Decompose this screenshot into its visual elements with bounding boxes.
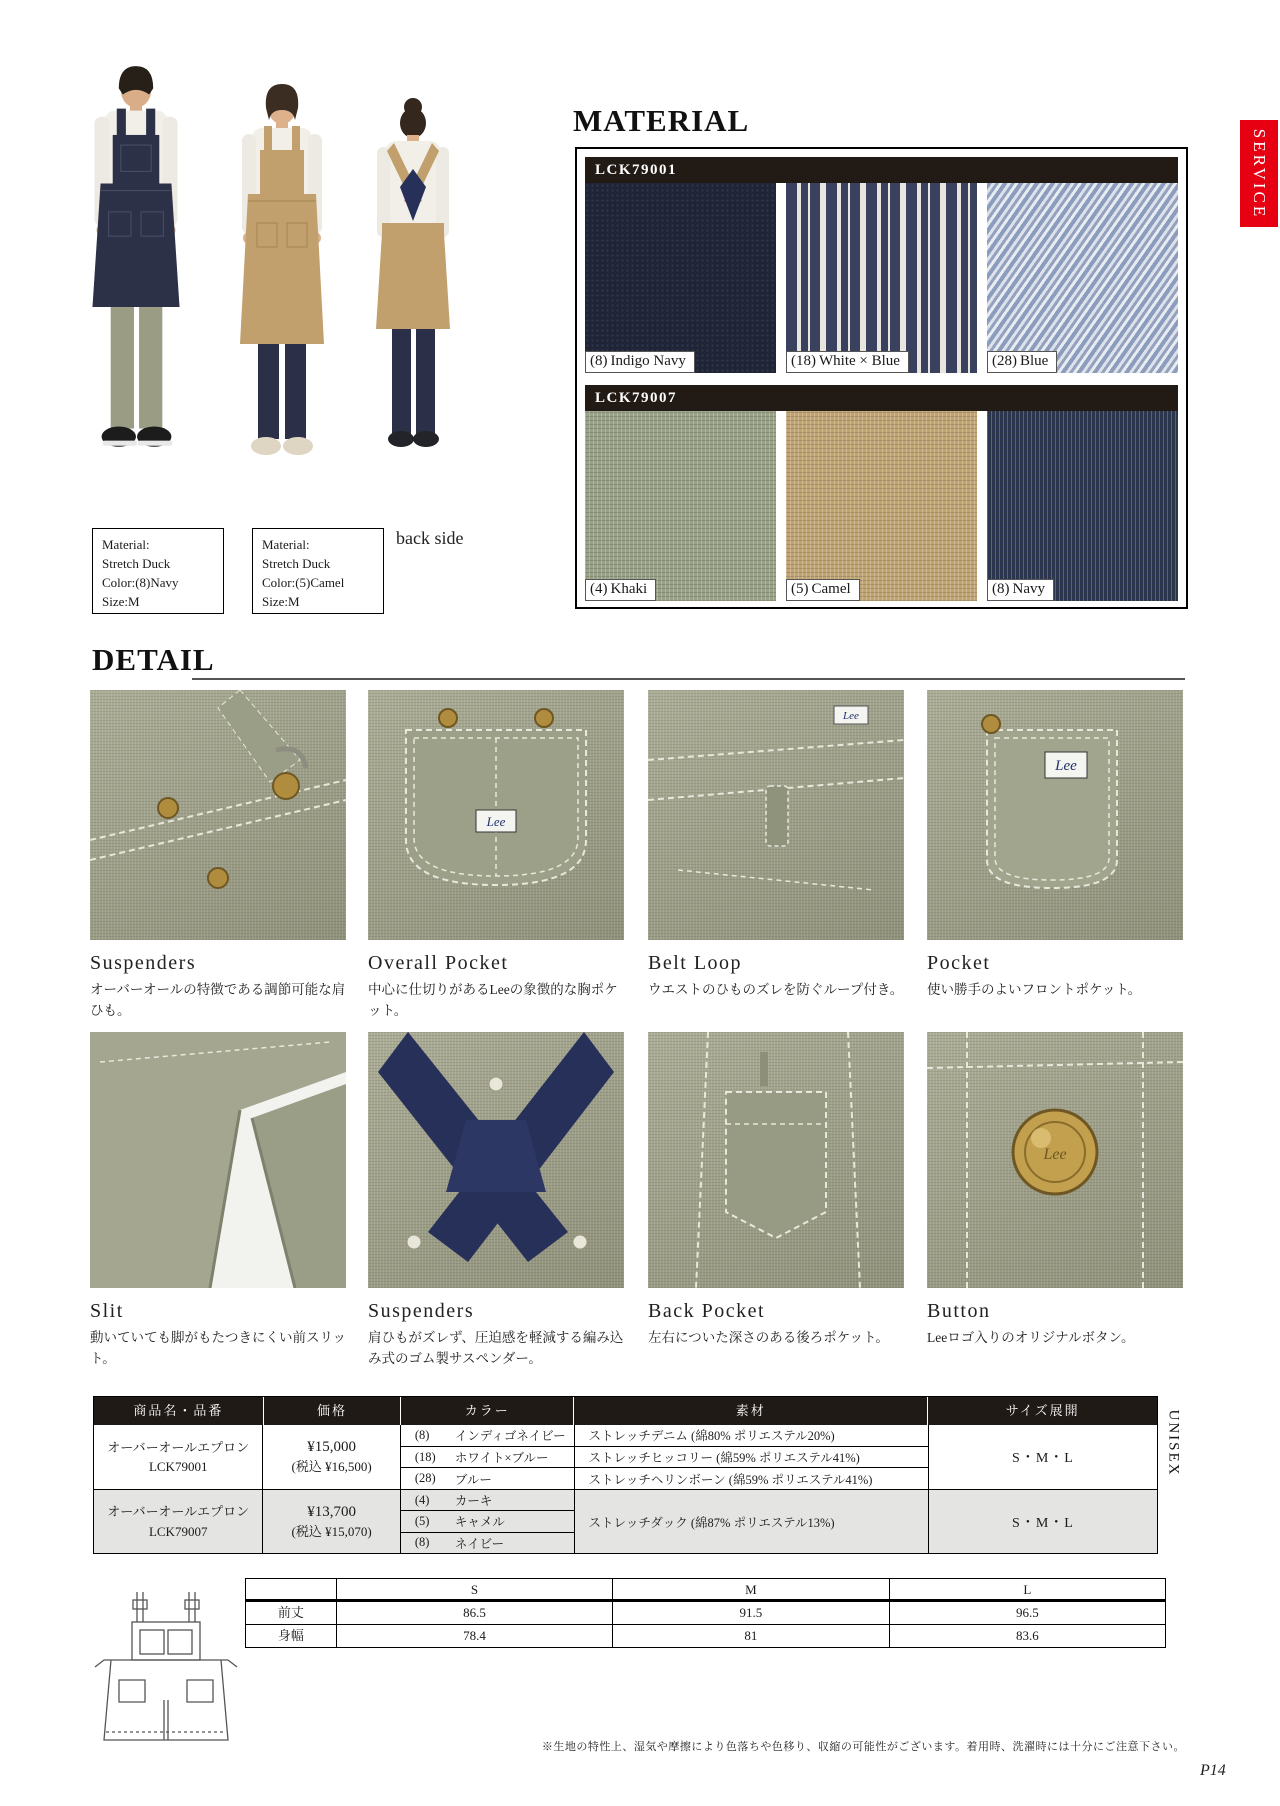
detail-section-title: DETAIL (92, 642, 215, 677)
model-photo-front-camel (212, 78, 352, 470)
color-name: カーキ (454, 1494, 493, 1509)
detail-item-suspenders (90, 690, 346, 1022)
svg-text:Lee: Lee (843, 710, 859, 722)
detail-title-text: Button (927, 1300, 991, 1322)
detail-desc-text: 肩ひもがズレず、圧迫感を軽減する編み込み式のゴム製サスペンダー。 (368, 1330, 624, 1366)
apron-line-drawing (90, 1588, 242, 1748)
detail-item-overall-pocket (368, 690, 624, 1022)
detail-desc-text: 使い勝手のよいフロントポケット。 (927, 982, 1142, 997)
col-header-product: 商品名・品番 (133, 1403, 224, 1418)
color-name: キャメル (454, 1515, 505, 1530)
info-line: Color:(5)Camel (262, 574, 345, 590)
info-line: Size:M (102, 593, 140, 609)
table-row-lck79001 (94, 1425, 1157, 1489)
color-name: ホワイト×ブルー (454, 1451, 549, 1465)
detail-photo-button (927, 1032, 1183, 1288)
detail-item-back-pocket (648, 1032, 904, 1349)
col-header-size: サイズ展開 (927, 1397, 1157, 1425)
swatch-num: (18) (791, 353, 816, 369)
detail-photo-overall-pocket (368, 690, 624, 940)
swatch-white-blue-hickory (786, 183, 977, 373)
detail-desc-text: オーバーオールの特徴である調節可能な肩ひも。 (90, 982, 346, 1018)
service-tab[interactable] (1240, 120, 1278, 227)
svg-text:Lee: Lee (486, 814, 506, 829)
material-name: ストレッチヘリンボーン (綿59% ポリエステル41%) (574, 1468, 928, 1489)
detail-desc-text: ウエストのひものズレを防ぐループ付き。 (648, 982, 904, 997)
material-name: ストレッチダック (綿87% ポリエステル13%) (574, 1490, 928, 1553)
swatch-navy (987, 411, 1178, 601)
swatch-label (786, 579, 860, 601)
material-group-lck79007 (585, 385, 1178, 601)
price-tax: (税込 ¥16,500) (291, 1459, 372, 1475)
detail-title-text: Suspenders (368, 1300, 475, 1322)
price: ¥15,000 (307, 1439, 356, 1456)
swatch-num: (5) (791, 581, 809, 597)
info-line: Size:M (262, 593, 300, 609)
detail-title-text: Pocket (927, 952, 991, 974)
swatch-indigo-navy (585, 183, 776, 373)
swatch-name: White × Blue (819, 353, 900, 369)
swatch-label (786, 351, 909, 373)
price-tax: (税込 ¥15,070) (291, 1523, 372, 1539)
material-section-title: MATERIAL (573, 103, 750, 138)
detail-title-text: Suspenders (90, 952, 197, 974)
detail-photo-back-pocket (648, 1032, 904, 1288)
service-tab-label: SERVICE (1250, 128, 1269, 219)
product-name: オーバーオールエプロン (107, 1439, 250, 1455)
swatch-label (987, 351, 1057, 373)
svg-text:Lee: Lee (1043, 1146, 1067, 1163)
detail-photo-suspenders-back (368, 1032, 624, 1288)
detail-photo-suspenders (90, 690, 346, 940)
material-name: ストレッチヒッコリー (綿59% ポリエステル41%) (574, 1447, 928, 1468)
detail-photo-belt-loop (648, 690, 904, 940)
material-name: ストレッチデニム (綿80% ポリエステル20%) (574, 1425, 928, 1446)
info-line: Stretch Duck (102, 555, 171, 571)
swatch-num: (4) (590, 581, 608, 597)
product-table (93, 1396, 1158, 1554)
unisex-label: UNISEX (1165, 1409, 1182, 1477)
detail-desc-text: 左右についた深さのある後ろポケット。 (648, 1330, 889, 1345)
color-num: (8) (414, 1427, 430, 1442)
info-line: Material: (102, 537, 150, 552)
swatch-khaki (585, 411, 776, 601)
page-number: P14 (1200, 1762, 1226, 1779)
swatch-num: (8) (590, 353, 608, 369)
swatch-label (987, 579, 1054, 601)
swatch-blue-herringbone (987, 183, 1178, 373)
info-line: Color:(8)Navy (102, 574, 179, 590)
info-line: Material: (262, 537, 310, 552)
color-name: ネイビー (454, 1536, 505, 1551)
detail-item-suspenders-back (368, 1032, 624, 1370)
swatch-name: Khaki (610, 581, 648, 597)
detail-title-text: Overall Pocket (368, 952, 509, 974)
detail-desc-text: 中心に仕切りがあるLeeの象徴的な胸ポケット。 (368, 982, 618, 1018)
color-num: (5) (414, 1513, 430, 1528)
material-group-lck79001 (585, 157, 1178, 373)
product-code-bar: LCK79007 (585, 385, 1178, 411)
col-header-material: 素材 (573, 1397, 927, 1425)
model-photo-back-side (352, 95, 474, 470)
detail-item-pocket (927, 690, 1183, 1001)
col-header-color: カラー (400, 1397, 573, 1425)
detail-item-button (927, 1032, 1183, 1349)
color-num: (28) (414, 1471, 436, 1486)
product-code: LCK79001 (148, 1459, 208, 1474)
size-row-body-width: 身幅 78.4 81 83.6 (246, 1624, 1165, 1647)
swatch-num: (28) (992, 353, 1017, 369)
swatch-num: (8) (992, 581, 1010, 597)
model-info-box-camel (252, 528, 384, 614)
detail-title-text: Back Pocket (648, 1300, 766, 1322)
product-table-header (94, 1397, 1157, 1425)
back-side-label: back side (396, 528, 464, 548)
swatch-label (585, 579, 656, 601)
col-header-price: 価格 (263, 1397, 401, 1425)
swatch-label (585, 351, 695, 373)
material-panel (575, 147, 1188, 609)
swatch-name: Blue (1020, 353, 1049, 369)
swatch-camel (786, 411, 977, 601)
detail-photo-slit (90, 1032, 346, 1288)
swatch-name: Camel (811, 581, 851, 597)
model-info-box-navy (92, 528, 224, 614)
sizes: S・M・L (928, 1490, 1157, 1553)
table-row-lck79007 (94, 1489, 1157, 1553)
detail-item-slit (90, 1032, 346, 1370)
info-line: Stretch Duck (262, 555, 331, 571)
detail-desc-text: 動いていても脚がもたつきにくい前スリット。 (90, 1330, 346, 1366)
size-col-m: M (612, 1579, 888, 1599)
footer-note: ※生地の特性上、湿気や摩擦により色落ちや色移り、収縮の可能性がございます。着用時、洗濯時には十分にご注意下さい。 (541, 1741, 1185, 1753)
detail-item-belt-loop (648, 690, 904, 1001)
swatch-name: Indigo Navy (610, 353, 686, 369)
detail-photo-pocket (927, 690, 1183, 940)
detail-desc-text: Leeロゴ入りのオリジナルボタン。 (927, 1330, 1135, 1345)
svg-text:Lee: Lee (1055, 758, 1077, 774)
size-table (245, 1578, 1166, 1648)
product-code: LCK79007 (148, 1523, 208, 1539)
model-photo-front-navy (60, 58, 212, 468)
price: ¥13,700 (307, 1503, 356, 1520)
color-num: (18) (414, 1449, 436, 1464)
sizes: S・M・L (928, 1425, 1157, 1489)
product-code-bar: LCK79001 (585, 157, 1178, 183)
size-col-s: S (336, 1579, 612, 1599)
color-name: インディゴネイビー (454, 1429, 566, 1444)
size-col-l: L (889, 1579, 1165, 1599)
detail-title-text: Slit (90, 1300, 124, 1322)
detail-title-text: Belt Loop (648, 952, 743, 974)
product-name: オーバーオールエプロン (107, 1504, 250, 1519)
color-num: (4) (414, 1492, 430, 1507)
size-row-front-length: 前丈 86.5 91.5 96.5 (246, 1601, 1165, 1624)
color-name: ブルー (454, 1472, 492, 1487)
detail-rule (192, 678, 1185, 680)
size-table-corner (246, 1579, 336, 1599)
swatch-name: Navy (1012, 581, 1045, 597)
color-num: (8) (414, 1535, 430, 1550)
